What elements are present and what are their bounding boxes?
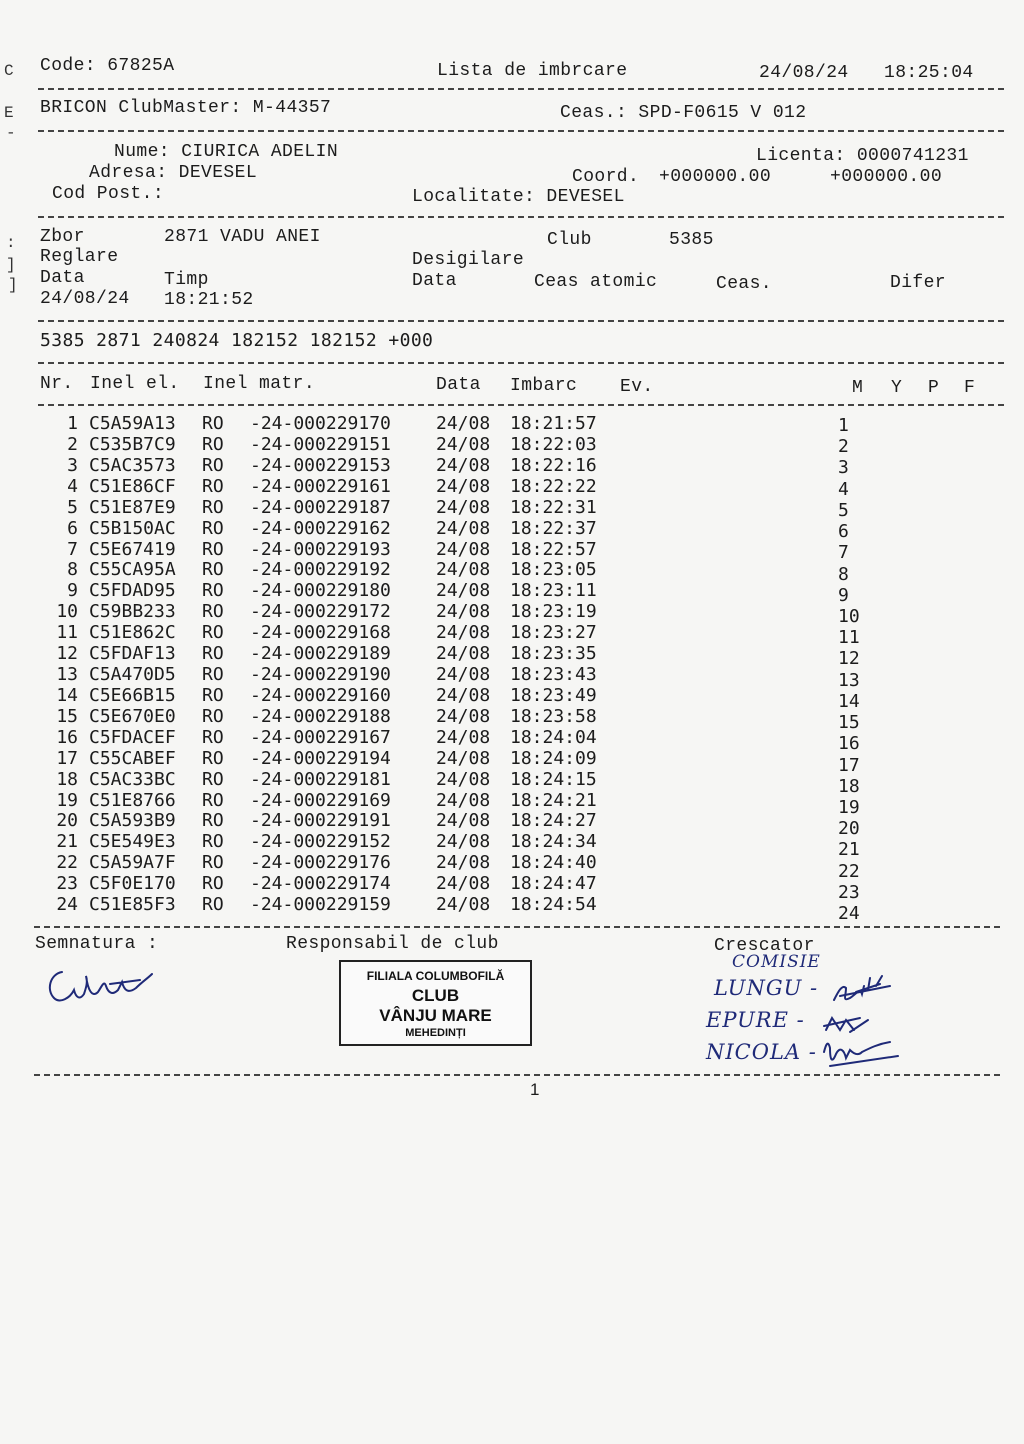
document-title: Lista de imbrcare (437, 61, 628, 81)
row-m: 23 (838, 881, 860, 903)
separator (38, 88, 1004, 90)
ceas-label: Ceas. (716, 274, 773, 294)
country-code: RO (202, 705, 224, 727)
row-m: 12 (838, 648, 860, 670)
table-row (0, 789, 1024, 818)
row-m: 11 (838, 627, 860, 649)
country-code: RO (202, 622, 224, 644)
row-nr: 12 (56, 643, 78, 665)
row-m: 13 (838, 669, 860, 691)
ring-number: -24-000229181 (250, 768, 391, 790)
basket-time: 18:23:11 (510, 580, 597, 602)
breeder-label: Crescator (714, 936, 815, 956)
basket-date: 24/08 (436, 622, 491, 644)
basket-time: 18:21:57 (510, 413, 597, 434)
ring-electronic: C55CABEF (89, 747, 176, 769)
table-row (0, 433, 1024, 458)
club-label: Club (547, 230, 592, 250)
row-nr: 9 (67, 580, 78, 602)
separator (34, 1074, 1000, 1076)
basket-time: 18:24:54 (510, 894, 597, 916)
country-code: RO (202, 559, 224, 581)
country-code: RO (202, 684, 224, 706)
coord-label: Coord. (572, 167, 640, 187)
col-f: F (964, 378, 976, 398)
table-row (0, 726, 1024, 755)
col-nr: Nr. (40, 374, 74, 394)
row-m: 21 (838, 839, 860, 861)
country-code: RO (202, 580, 224, 602)
ring-electronic: C5B150AC (89, 517, 176, 539)
basket-date: 24/08 (436, 684, 491, 706)
table-row (0, 538, 1024, 564)
owner-name: Nume: CIURICA ADELIN (114, 142, 339, 162)
table-row (0, 601, 1024, 627)
basket-date: 24/08 (436, 413, 491, 434)
table-row (0, 664, 1024, 691)
ring-number: -24-000229188 (250, 705, 391, 727)
ring-number: -24-000229160 (250, 684, 391, 706)
margin-mark: ] (8, 276, 18, 294)
margin-mark: - (6, 124, 16, 142)
row-m: 3 (838, 457, 849, 479)
ring-number: -24-000229176 (250, 852, 391, 874)
separator (38, 320, 1004, 322)
ring-electronic: C51E862C (89, 622, 176, 644)
row-nr: 4 (67, 475, 78, 497)
row-m: 18 (838, 775, 860, 797)
country-code: RO (202, 454, 224, 476)
table-row (0, 894, 1024, 925)
row-m: 24 (838, 903, 860, 925)
reglare-time: 18:21:52 (164, 290, 254, 310)
col-p: P (928, 378, 940, 398)
ring-number: -24-000229189 (250, 643, 391, 665)
coord-value-2: +000000.00 (830, 167, 943, 187)
ring-number: -24-000229162 (250, 517, 391, 539)
ring-electronic: C5E66B15 (89, 684, 176, 706)
country-code: RO (202, 664, 224, 686)
ring-electronic: C5FDACEF (89, 726, 176, 748)
country-code: RO (202, 475, 224, 497)
license-number: Licenta: 0000741231 (756, 146, 969, 166)
col-ev: Ev. (620, 377, 654, 397)
code-label: Code: 67825A (40, 56, 175, 76)
ring-number: -24-000229153 (250, 454, 391, 476)
row-nr: 14 (56, 684, 78, 706)
page-number: 1 (530, 1080, 540, 1099)
row-nr: 20 (56, 810, 78, 832)
table-row (0, 831, 1024, 861)
ring-number: -24-000229151 (250, 433, 391, 455)
country-code: RO (202, 873, 224, 895)
zbor-label: Zbor (40, 227, 85, 247)
country-code: RO (202, 538, 224, 560)
col-inel-el: Inel el. (90, 374, 180, 394)
basket-date: 24/08 (436, 789, 491, 811)
ring-electronic: C5FDAF13 (89, 643, 176, 665)
row-m: 14 (838, 690, 860, 712)
row-nr: 3 (67, 454, 78, 476)
separator (38, 216, 1004, 218)
basket-date: 24/08 (436, 433, 491, 455)
basket-date: 24/08 (436, 810, 491, 832)
basket-time: 18:22:16 (510, 454, 597, 476)
locality-label: Localitate: DEVESEL (412, 187, 625, 207)
row-m: 19 (838, 796, 860, 818)
data-label: Data (40, 268, 85, 288)
ring-number: -24-000229169 (250, 789, 391, 811)
desigilare-data-label: Data (412, 271, 457, 291)
basket-date: 24/08 (436, 705, 491, 727)
ring-electronic: C5AC33BC (89, 768, 176, 790)
country-code: RO (202, 810, 224, 832)
basket-time: 18:24:15 (510, 768, 597, 790)
ring-number: -24-000229152 (250, 831, 391, 853)
owner-address: Adresa: DEVESEL (89, 163, 258, 183)
commission-signatures (820, 974, 910, 1074)
basket-date: 24/08 (436, 664, 491, 686)
ring-electronic: C5A593B9 (89, 810, 176, 832)
ring-electronic: C5AC3573 (89, 454, 176, 476)
clock-label: Ceas.: SPD-F0615 V 012 (560, 103, 807, 123)
reglare-label: Reglare (40, 247, 119, 267)
ring-electronic: C5FDAD95 (89, 580, 176, 602)
row-nr: 10 (56, 601, 78, 623)
ring-electronic: C5A59A7F (89, 852, 176, 874)
col-data: Data (436, 375, 481, 395)
ring-electronic: C55CA95A (89, 559, 176, 581)
separator (38, 130, 1004, 132)
basket-date: 24/08 (436, 747, 491, 769)
reglare-date: 24/08/24 (40, 289, 130, 309)
margin-mark: : (6, 234, 16, 252)
row-nr: 11 (56, 622, 78, 644)
separator (38, 404, 1004, 406)
country-code: RO (202, 768, 224, 790)
country-code: RO (202, 726, 224, 748)
country-code: RO (202, 894, 224, 916)
basket-time: 18:24:21 (510, 789, 597, 811)
system-label: BRICON ClubMaster: M-44357 (40, 98, 332, 118)
table-row (0, 622, 1024, 649)
row-m: 2 (838, 436, 849, 458)
zbor-value: 2871 VADU ANEI (164, 227, 321, 247)
basket-time: 18:22:31 (510, 496, 597, 518)
basket-date: 24/08 (436, 580, 491, 602)
ring-electronic: C5A59A13 (89, 413, 176, 434)
country-code: RO (202, 517, 224, 539)
basket-time: 18:23:05 (510, 559, 597, 581)
signature-label: Semnatura : (35, 934, 159, 954)
ring-number: -24-000229194 (250, 747, 391, 769)
col-m: M (852, 378, 864, 398)
ring-electronic: C5A470D5 (89, 664, 176, 686)
table-row (0, 454, 1024, 479)
ring-number: -24-000229191 (250, 810, 391, 832)
country-code: RO (202, 643, 224, 665)
ring-number: -24-000229174 (250, 873, 391, 895)
handwritten-lungu: LUNGU - (714, 976, 819, 1000)
country-code: RO (202, 747, 224, 769)
ring-number: -24-000229187 (250, 496, 391, 518)
country-code: RO (202, 789, 224, 811)
flight-code-line: 5385 2871 240824 182152 182152 +000 (40, 330, 434, 351)
table-row (0, 559, 1024, 585)
ring-electronic: C59BB233 (89, 601, 176, 623)
stamp-line-4: MEHEDINȚI (405, 1027, 466, 1039)
basket-time: 18:23:49 (510, 684, 597, 706)
table-row (0, 643, 1024, 670)
basket-date: 24/08 (436, 768, 491, 790)
ring-electronic: C5E67419 (89, 538, 176, 560)
basket-date: 24/08 (436, 496, 491, 518)
country-code: RO (202, 433, 224, 455)
table-row (0, 810, 1024, 840)
row-m: 7 (838, 542, 849, 564)
row-nr: 13 (56, 664, 78, 686)
basket-date: 24/08 (436, 538, 491, 560)
basket-time: 18:24:34 (510, 831, 597, 853)
separator (34, 926, 1000, 928)
basket-date: 24/08 (436, 643, 491, 665)
ring-number: -24-000229170 (250, 413, 391, 434)
row-m: 15 (838, 712, 860, 734)
table-row (0, 684, 1024, 712)
country-code: RO (202, 413, 224, 434)
handwritten-comisie: COMISIE (732, 952, 821, 972)
row-m: 4 (838, 478, 849, 500)
row-m: 20 (838, 818, 860, 840)
basket-date: 24/08 (436, 517, 491, 539)
desigilare-label: Desigilare (412, 250, 525, 270)
basket-date: 24/08 (436, 559, 491, 581)
row-nr: 22 (56, 852, 78, 874)
timp-label: Timp (164, 270, 209, 290)
club-responsible-label: Responsabil de club (286, 934, 499, 954)
basket-time: 18:24:40 (510, 852, 597, 874)
row-m: 1 (838, 415, 849, 436)
basket-time: 18:22:03 (510, 433, 597, 455)
basket-time: 18:24:47 (510, 873, 597, 895)
basket-time: 18:23:27 (510, 622, 597, 644)
basket-date: 24/08 (436, 475, 491, 497)
basket-date: 24/08 (436, 454, 491, 476)
row-nr: 21 (56, 831, 78, 853)
row-m: 8 (838, 563, 849, 585)
row-m: 6 (838, 521, 849, 543)
ceas-atomic-label: Ceas atomic (534, 272, 658, 292)
ring-number: -24-000229159 (250, 894, 391, 916)
col-inel-matr: Inel matr. (203, 374, 316, 394)
stamp-line-3: VÂNJU MARE (379, 1006, 492, 1025)
handwritten-signature (40, 960, 160, 1010)
ring-number: -24-000229172 (250, 601, 391, 623)
basket-date: 24/08 (436, 894, 491, 916)
row-m: 10 (838, 605, 860, 627)
country-code: RO (202, 601, 224, 623)
table-row (0, 705, 1024, 734)
margin-mark: E (4, 104, 14, 122)
basket-time: 18:23:19 (510, 601, 597, 623)
ring-number: -24-000229180 (250, 580, 391, 602)
table-row (0, 517, 1024, 543)
basket-time: 18:22:57 (510, 538, 597, 560)
ring-electronic: C535B7C9 (89, 433, 176, 455)
basket-date: 24/08 (436, 831, 491, 853)
row-nr: 17 (56, 747, 78, 769)
margin-mark: ] (6, 256, 16, 274)
row-m: 9 (838, 584, 849, 606)
basket-time: 18:24:27 (510, 810, 597, 832)
table-row (0, 580, 1024, 606)
separator (38, 362, 1004, 364)
ring-electronic: C5E549E3 (89, 831, 176, 853)
ring-electronic: C5E670E0 (89, 705, 176, 727)
table-row (0, 496, 1024, 521)
club-stamp (339, 960, 532, 1046)
basket-time: 18:23:35 (510, 643, 597, 665)
table-row (0, 852, 1024, 882)
row-nr: 23 (56, 873, 78, 895)
row-nr: 2 (67, 433, 78, 455)
handwritten-epure: EPURE - (706, 1008, 805, 1032)
basket-time: 18:22:37 (510, 517, 597, 539)
print-time: 18:25:04 (884, 63, 974, 83)
row-nr: 8 (67, 559, 78, 581)
table-row (0, 768, 1024, 797)
ring-number: -24-000229192 (250, 559, 391, 581)
ring-electronic: C51E8766 (89, 789, 176, 811)
basket-date: 24/08 (436, 726, 491, 748)
ring-number: -24-000229161 (250, 475, 391, 497)
row-m: 16 (838, 733, 860, 755)
table-row (0, 475, 1024, 500)
row-nr: 6 (67, 517, 78, 539)
margin-mark: C (4, 62, 14, 80)
ring-electronic: C5F0E170 (89, 873, 176, 895)
col-y: Y (891, 378, 903, 398)
ring-number: -24-000229193 (250, 538, 391, 560)
handwritten-nicola: NICOLA - (706, 1040, 817, 1064)
basket-time: 18:23:58 (510, 705, 597, 727)
country-code: RO (202, 496, 224, 518)
row-m: 22 (838, 860, 860, 882)
row-nr: 18 (56, 768, 78, 790)
ring-electronic: C51E85F3 (89, 894, 176, 916)
stamp-line-1: FILIALA COLUMBOFILĂ (366, 969, 505, 983)
row-nr: 1 (67, 413, 78, 434)
basket-date: 24/08 (436, 852, 491, 874)
row-nr: 15 (56, 705, 78, 727)
row-nr: 5 (67, 496, 78, 518)
stamp-line-2: CLUB (411, 986, 460, 1005)
basket-time: 18:24:09 (510, 747, 597, 769)
difer-label: Difer (890, 273, 947, 293)
col-imbarc: Imbarc (510, 376, 578, 396)
basket-time: 18:24:04 (510, 726, 597, 748)
club-value: 5385 (669, 230, 714, 250)
country-code: RO (202, 831, 224, 853)
basket-time: 18:22:22 (510, 475, 597, 497)
postcode-label: Cod Post.: (52, 184, 165, 204)
ring-number: -24-000229167 (250, 726, 391, 748)
row-nr: 24 (56, 894, 78, 916)
table-row (0, 873, 1024, 903)
table-row (0, 413, 1024, 434)
ring-electronic: C51E86CF (89, 475, 176, 497)
row-nr: 7 (67, 538, 78, 560)
ring-number: -24-000229190 (250, 664, 391, 686)
row-m: 17 (838, 754, 860, 776)
ring-electronic: C51E87E9 (89, 496, 176, 518)
basket-date: 24/08 (436, 873, 491, 895)
basket-time: 18:23:43 (510, 664, 597, 686)
coord-value-1: +000000.00 (659, 167, 772, 187)
basket-date: 24/08 (436, 601, 491, 623)
ring-number: -24-000229168 (250, 622, 391, 644)
row-m: 5 (838, 499, 849, 521)
table-row (0, 747, 1024, 776)
row-nr: 16 (56, 726, 78, 748)
row-nr: 19 (56, 789, 78, 811)
print-date: 24/08/24 (759, 63, 849, 83)
country-code: RO (202, 852, 224, 874)
